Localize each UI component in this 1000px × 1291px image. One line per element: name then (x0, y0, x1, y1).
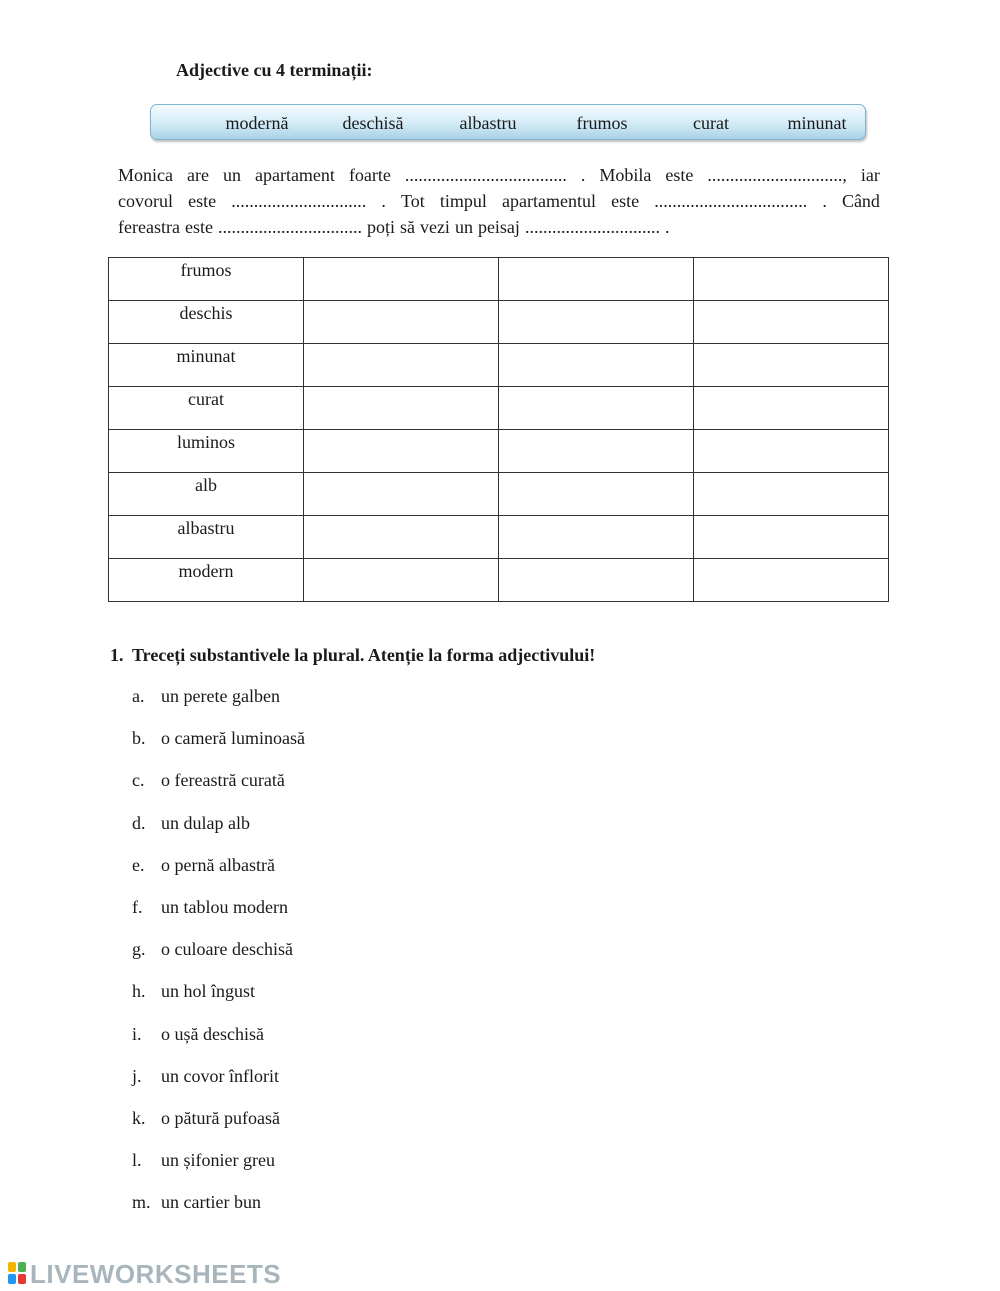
paragraph-word: .................................. (654, 191, 808, 211)
item-text: o ușă deschisă (161, 1023, 264, 1044)
answer-cell[interactable] (304, 473, 499, 516)
fill-in-paragraph (118, 162, 880, 240)
worksheet-heading: Adjective cu 4 terminații: (176, 60, 373, 80)
answer-cell[interactable] (694, 344, 889, 387)
paragraph-word: vezi (419, 217, 450, 237)
paragraph-word: apartament (254, 165, 335, 185)
item-text: o cameră luminoasă (161, 728, 305, 749)
table-row (109, 559, 889, 602)
paragraph-word: este (188, 191, 217, 211)
answer-cell[interactable] (694, 387, 889, 430)
item-text: un dulap alb (161, 812, 250, 833)
paragraph-word: Mobila (599, 165, 652, 185)
task-instruction (110, 645, 595, 666)
item-letter: g. (132, 939, 146, 960)
answer-cell[interactable] (304, 559, 499, 602)
paragraph-word: peisaj (477, 217, 520, 237)
list-item (132, 981, 305, 1023)
list-item (132, 1024, 305, 1066)
adjective-forms-table (108, 257, 889, 602)
answer-cell[interactable] (304, 387, 499, 430)
liveworksheets-logo-icon (8, 1262, 28, 1286)
paragraph-word: Tot (400, 191, 425, 211)
table-row (109, 258, 889, 301)
paragraph-word: este (611, 191, 640, 211)
paragraph-word: ................................ (217, 217, 362, 237)
answer-cell[interactable] (499, 344, 694, 387)
item-text: o fereastră curată (161, 770, 285, 791)
task-text: Treceți substantivele la plural. Atenție la forma adjectivului! (132, 645, 596, 665)
item-letter: a. (132, 686, 145, 706)
paragraph-word: . (580, 165, 586, 185)
paragraph-word: este (665, 165, 694, 185)
list-item (132, 770, 305, 812)
list-item (132, 1150, 305, 1192)
paragraph-word: .................................... (404, 165, 567, 185)
paragraph-word: este (184, 217, 213, 237)
item-letter: j. (132, 1065, 142, 1086)
exercise-list (132, 686, 305, 1234)
list-item (132, 1192, 305, 1234)
paragraph-word: .............................. (231, 191, 367, 211)
paragraph-line (118, 188, 880, 214)
item-letter: e. (132, 854, 145, 875)
word-bank (150, 104, 866, 140)
word-bank-item: deschisă (342, 113, 404, 133)
answer-cell[interactable] (304, 430, 499, 473)
paragraph-word: . (664, 217, 670, 237)
list-item (132, 686, 305, 728)
paragraph-word: Când (841, 191, 880, 211)
item-text: un cartier bun (161, 1192, 261, 1213)
item-text: o culoare deschisă (161, 939, 293, 960)
table-row (109, 387, 889, 430)
item-text: o pernă albastră (161, 854, 275, 875)
list-item (132, 1108, 305, 1150)
item-text: un șifonier greu (161, 1150, 275, 1171)
adjective-cell: deschis (109, 301, 304, 344)
paragraph-word: .............................., (707, 165, 847, 185)
item-letter: m. (132, 1192, 151, 1213)
paragraph-word: . (822, 191, 827, 211)
paragraph-word: foarte (348, 165, 391, 185)
answer-cell[interactable] (304, 344, 499, 387)
adjective-cell: frumos (109, 258, 304, 301)
answer-cell[interactable] (694, 516, 889, 559)
logo-text: LIVEWORKSHEETS (30, 1258, 282, 1289)
paragraph-line (118, 214, 880, 240)
liveworksheets-logo (8, 1259, 281, 1289)
answer-cell[interactable] (499, 430, 694, 473)
table-row (109, 344, 889, 387)
item-letter: b. (132, 728, 146, 749)
answer-cell[interactable] (304, 516, 499, 559)
answer-cell[interactable] (694, 559, 889, 602)
word-bank-item: modernă (225, 113, 289, 133)
adjective-cell: albastru (109, 516, 304, 559)
paragraph-word: apartamentul (501, 191, 596, 211)
item-text: un perete galben (161, 686, 280, 706)
item-letter: i. (132, 1023, 142, 1044)
list-item (132, 855, 305, 897)
paragraph-word: .............................. (524, 217, 660, 237)
answer-cell[interactable] (694, 430, 889, 473)
answer-cell[interactable] (304, 301, 499, 344)
answer-cell[interactable] (694, 473, 889, 516)
list-item (132, 939, 305, 981)
table-row (109, 430, 889, 473)
paragraph-word: un (222, 165, 241, 185)
list-item (132, 1066, 305, 1108)
answer-cell[interactable] (499, 387, 694, 430)
item-text: o pătură pufoasă (161, 1107, 280, 1128)
answer-cell[interactable] (694, 301, 889, 344)
list-item (132, 897, 305, 939)
paragraph-word: să (399, 217, 415, 237)
paragraph-word: covorul (118, 191, 173, 211)
word-bank-item: albastru (459, 113, 517, 133)
paragraph-word: un (454, 217, 473, 237)
answer-cell[interactable] (499, 258, 694, 301)
word-bank-item: minunat (787, 113, 847, 133)
answer-cell[interactable] (499, 473, 694, 516)
item-letter: h. (132, 981, 146, 1002)
item-letter: d. (132, 812, 146, 833)
answer-cell[interactable] (694, 258, 889, 301)
adjective-cell: minunat (109, 344, 304, 387)
item-letter: k. (132, 1107, 146, 1128)
list-item (132, 728, 305, 770)
item-letter: f. (132, 896, 143, 917)
paragraph-word: Monica (118, 165, 173, 185)
answer-cell[interactable] (499, 559, 694, 602)
answer-cell[interactable] (499, 516, 694, 559)
task-number: 1. (110, 645, 124, 665)
adjective-cell: alb (109, 473, 304, 516)
table-row (109, 516, 889, 559)
paragraph-word: are (186, 165, 209, 185)
table-row (109, 301, 889, 344)
list-item (132, 813, 305, 855)
paragraph-word: timpul (439, 191, 487, 211)
item-text: un covor înflorit (161, 1065, 279, 1086)
paragraph-word: fereastra (118, 217, 180, 237)
item-letter: c. (132, 770, 145, 791)
paragraph-word: iar (860, 165, 880, 185)
table-row (109, 473, 889, 516)
adjective-cell: curat (109, 387, 304, 430)
answer-cell[interactable] (499, 301, 694, 344)
paragraph-word: poți (366, 217, 395, 237)
answer-cell[interactable] (304, 258, 499, 301)
paragraph-line (118, 162, 880, 188)
paragraph-word: . (381, 191, 386, 211)
word-bank-item: frumos (576, 113, 628, 133)
adjective-cell: modern (109, 559, 304, 602)
item-text: un hol îngust (161, 981, 256, 1002)
adjective-cell: luminos (109, 430, 304, 473)
word-bank-item: curat (693, 113, 729, 133)
item-letter: l. (132, 1150, 142, 1171)
item-text: un tablou modern (161, 896, 288, 917)
